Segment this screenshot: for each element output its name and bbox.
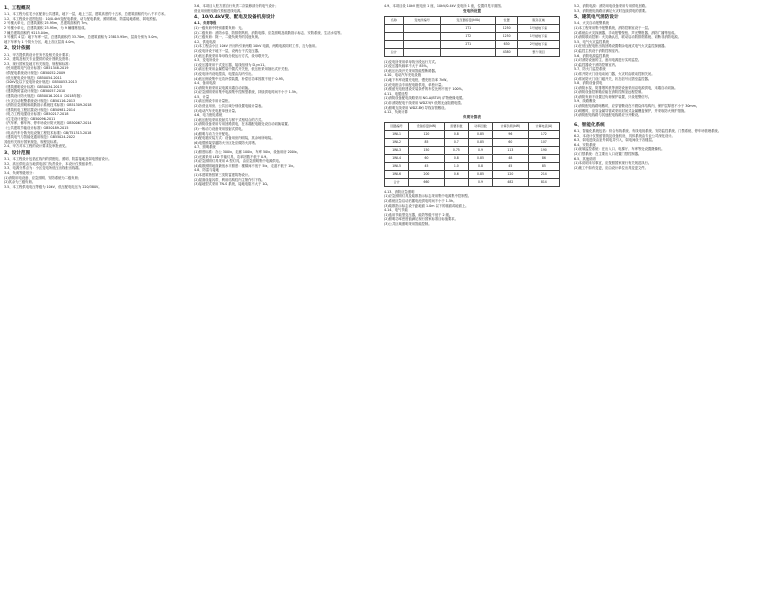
table-header-row [385, 16, 560, 24]
mid-item: (2)非消防配电干线采用 WDZ-YJY 低烟无卤阻燃电缆。 [384, 100, 464, 105]
paragraph: 营业用房配电箱仅预留进线电源。 [194, 8, 244, 13]
mid-item: (2)充电桩由专用配电箱供电，单独计量。 [384, 82, 445, 87]
table-header-cell: 回路编号 [385, 122, 409, 130]
column-1 [4, 4, 180, 189]
sec4-item: (4)疏散照明地面最低水平照度：楼梯间不低于 5lx，走道不低于 1lx。 [194, 163, 297, 168]
sec5-item: 5.8、消防设备供电 [574, 81, 603, 86]
sec4-item: (2)屋面设接闪带，利用结构柱内主筋作引下线。 [194, 177, 265, 182]
table-cell [403, 32, 441, 40]
table-row [385, 32, 560, 40]
paragraph: 3 号楼共 4 层：地下车库一层，总建筑面积约 33.70m，总建筑面积为 23815.95m，层高分别为 5.0m。 [4, 35, 161, 40]
table-cell: 48 [493, 154, 529, 162]
table-cell: 814 [528, 178, 559, 186]
sec4-item: (3)变电所内设电缆沟，电缆由沟内引出。 [194, 71, 255, 76]
sec4-item: (4)低压侧设集中无功补偿装置，补偿后功率因数不低于 0.95。 [194, 76, 287, 81]
sec6-item: 6.4、安防系统 [574, 142, 596, 147]
basis-item: 《20kV及以下变电所设计规范》GB50053-2013 [4, 80, 77, 85]
spacer [574, 118, 750, 121]
table-cell: 合计 [385, 178, 409, 186]
sec4-item: (1)变压器采用干式变压器，接线组别为 D,yn11。 [194, 62, 268, 67]
table-header-cell: 服务区域 [518, 16, 560, 24]
table-caption: 变电所设置 [463, 8, 481, 13]
sec4-item: (2)应急照明采用集中电源集中控制型系统，持续供电时间不小于 1.5h。 [194, 90, 300, 95]
paragraph: 地下车库为 1 个防火分区，地上各区层高 4.0m。 [4, 39, 78, 44]
table-cell: 172 [528, 130, 559, 138]
table-cell: 0.85 [468, 154, 492, 162]
sec4-item: (2)光源采用 LED 节能灯具，功率因数不低于 0.9。 [194, 154, 270, 159]
basis-item: 《消防应急照明和疏散指示系统技术标准》GB51309-2018 [4, 103, 92, 108]
paragraph: 2 号楼小单元，总建筑面积 23.95m，为 9 幢楼栋组成。 [4, 25, 88, 30]
basis-item: 《建筑设计防火规范》GB50016-2014（2018年版） [4, 93, 84, 98]
sec4-item: (6)电缆桥架穿越防火分区处应做防火封堵。 [194, 140, 259, 145]
heading-design-scope: 3、设计范围 [4, 151, 31, 157]
sec5-item: 5.4、火灾自动报警系统 [574, 21, 609, 26]
table-cell: 1WL4 [385, 154, 409, 162]
table-cell: 1250 [496, 24, 518, 32]
scope-item: 3.3、电源分界点为：小区变电所低压出线柜出线端。 [4, 166, 82, 171]
table-cell: 482 [493, 178, 529, 186]
mid-item: (3)低压出线开关采用智能型断路器。 [384, 68, 439, 73]
tail-item: 4.13、消防应急照明 [384, 189, 415, 194]
table-cell: 整个项目 [518, 48, 560, 56]
table-cell: 1WL6 [385, 170, 409, 178]
sec4-item: 4.2、供电电源 [194, 39, 216, 44]
table-cell: 190 [528, 146, 559, 154]
table-cell: 1WL1 [385, 130, 409, 138]
table-row [385, 154, 560, 162]
sec4-item: (3)低压系统采用单母线分段运行方式，设母联开关。 [194, 53, 272, 58]
sec6-item: 6.1、智能化系统包括：综合布线系统、有线电视系统、安防监控系统、门禁系统、停车场管理系统。 [574, 129, 722, 134]
sec4-item: 4.7、照明系统 [194, 145, 216, 150]
sec6-item: (2)门禁系统：在主要出入口设置门禁控制器。 [574, 152, 642, 157]
sec4-item: (1)消防负荷采用双电源末端自动切换。 [194, 85, 252, 90]
mid-item: 4.12、负荷计算 [384, 110, 408, 115]
table-cell: 1T2 [441, 32, 496, 40]
basis-item: 《供配电系统设计规范》GB50052-2009 [4, 70, 66, 75]
table-cell: 60 [493, 138, 529, 146]
subheading: 4.1、负荷等级 [194, 21, 217, 26]
sec4-item: 4.6、电力配电系统 [194, 113, 223, 118]
paragraph: 4.9、本项目设 10kV 配电房 1 座，10kV/0.4kV 变电所 1 座，位置详见平面图。 [384, 4, 504, 8]
table-cell: 0.9 [468, 146, 492, 154]
table-cell: 86 [528, 154, 559, 162]
sec4-item: (3)三级负荷：除一、二级负荷外的其他负荷。 [194, 35, 262, 40]
sec4-item: (2)二级负荷：消防水泵、防排烟风机、消防电梯、应急照明及疏散指示标志、安防系统、生活水泵等。 [194, 30, 344, 35]
basis-item: 《低压配电设计规范》GB50054-2011 [4, 75, 62, 80]
mid-item: (3)照明支线采用 WDZ-BYJ 导线穿管敷设。 [384, 105, 448, 110]
tail-item: (3)疏散指示标志设于距地面 1.0m 以下的墙面或地面上。 [384, 203, 469, 208]
table-cell: 0.8 [444, 130, 468, 138]
sec4-item: (1)低压配电采用放射式与树干式相结合的方式。 [194, 117, 265, 122]
table-cell: 0.6 [444, 170, 468, 178]
table-cell: 总计 [385, 48, 404, 56]
sec4-item: (2)高压柜采用金属铠装中置式开关柜，低压柜采用抽出式开关柜。 [194, 67, 291, 72]
table-cell: 1WL2 [385, 138, 409, 146]
sec6-item: 6.5、其他说明 [574, 156, 596, 161]
mid-item: (2)变压器负载率不大于 85%。 [384, 64, 431, 69]
mid-item: 4.11、电缆选型 [384, 91, 408, 96]
table-cell: 214 [528, 170, 559, 178]
basis-item: 《建筑物防雷设计规范》GB50057-2010 [4, 89, 66, 94]
sec5-item: (1)在低压配电柜出线回路设置剩余电流式电气火灾监控探测器。 [574, 44, 668, 49]
sec5-item: (2)系统由火灾探测器、手动报警按钮、声光警报器、消防广播等组成。 [574, 30, 678, 35]
table-cell: 0.9 [468, 178, 492, 186]
basis-item: 《建筑照明设计标准》GB50034-2013 [4, 84, 62, 89]
column-4 [574, 4, 750, 170]
sec5-item: (3)消防配电线路与其他配电线路应分开敷设。 [574, 113, 642, 118]
mid-item: (1)变电所采用单母线分段运行方式。 [384, 59, 439, 64]
table-cell: 1号楼地下室 [518, 24, 560, 32]
table-cell: 1.0 [444, 162, 468, 170]
basis-item: 2.4、甲方对本工程的设计要求及审批意见。 [4, 144, 69, 149]
mid-item: (1)地下车库设置充电桩，慢充桩功率 7kW。 [384, 77, 450, 82]
table-cell [385, 40, 404, 48]
basis-item: 2.2、建筑及相关专业提供的设计图纸及资料； [4, 57, 72, 62]
sec4-item: (1)一级负荷中特别重要负荷：无。 [194, 25, 245, 30]
paragraph: 2 号楼大单元，总建筑面积 25.95m，总建筑面积约 7m。 [4, 21, 90, 26]
paragraph: 5.2、消防电源：消防用电设备采用专用供电回路。 [574, 4, 649, 8]
tail-item: (2)系统应急启动后蓄电池供电时间不小于 1.5h。 [384, 198, 457, 203]
table-header-cell: 设备容量(kW) [409, 122, 445, 130]
mid-item: 4.10、电动汽车充电设施 [384, 73, 422, 78]
table-cell: 0.85 [468, 130, 492, 138]
table-cell: 1号楼地下室 [518, 32, 560, 40]
column-2 [194, 4, 370, 187]
basis-item: 《电力工程电缆设计标准》GB50217-2018 [4, 112, 69, 117]
table-header-cell: 名称 [385, 16, 404, 24]
table-cell: 1WL3 [385, 146, 409, 154]
table-header-cell: 变电所编号 [403, 16, 441, 24]
table-cell: 2号楼地下室 [518, 40, 560, 48]
table-cell: 120 [409, 130, 445, 138]
sec5-item: (2)消防设备控制箱应能在消防控制室远程控制。 [574, 90, 645, 95]
paragraph: 1.1、本工程为住宅小区配套公共建筑，地下一层，地上三层，建筑高度约十五米，总建筑面积约为八千平方米。 [4, 12, 168, 17]
table-cell: 1WL5 [385, 162, 409, 170]
basis-item: 《电动汽车分散充电设施工程技术标准》GB/T51313-2018 [4, 130, 92, 135]
sec4-item: (2)变电所设于地下一层，设两台干式变压器。 [194, 48, 262, 53]
table-cell: 0.7 [444, 138, 468, 146]
heading-design-basis: 2、设计依据 [4, 46, 31, 52]
table-cell [385, 24, 404, 32]
table-cell: 200 [409, 170, 445, 178]
heading-fire-protection: 5、建筑电气消防设计 [574, 15, 619, 21]
sec4-item: (4)照明与动力分开配电。 [194, 131, 232, 136]
sec4-item: (1)高压侧设专用计量柜。 [194, 99, 232, 104]
sec5-item: (3)消防负荷不设置过负荷保护装置，只设报警信号。 [574, 94, 652, 99]
table-cell [403, 40, 441, 48]
table-header-cell: 计算电流(A) [528, 122, 559, 130]
heading-intelligent-systems: 6、智能化系统 [574, 122, 605, 128]
table-cell: 107 [528, 138, 559, 146]
basis-item: 《建筑机电工程抗震设计规范》GB50981-2014 [4, 107, 76, 112]
sec6-item: (1)视频监控系统：在出入口、电梯厅、车库等处设置摄像机。 [574, 147, 665, 152]
table-row [385, 170, 560, 178]
sec5-item: 5.6、消防电源监控系统 [574, 53, 609, 58]
table-cell: 0.85 [468, 138, 492, 146]
table-cell: 0.75 [444, 146, 468, 154]
table-cell: 113 [493, 146, 529, 154]
basis-item: 《住宅设计规范》GB50096-2011 [4, 116, 56, 121]
sec4-item: 4.4、备用电源 [194, 81, 216, 86]
table-cell: 1250 [496, 32, 518, 40]
sec4-item: (1)照度标准：办公 300lx，走廊 100lx，车库 50lx，设备用房 200lx。 [194, 150, 301, 155]
table-row [385, 24, 560, 32]
sec6-item: 6.2、本设计仅预留管线及设备机房，具体系统由专业公司深化设计。 [574, 133, 675, 138]
table-cell: 2T1 [441, 40, 496, 48]
sec5-item: 5.5、电气火灾监控系统 [574, 39, 609, 44]
scope-item: 3.2、高压供电由当地供电部门负责设计，本设计仅预留条件。 [4, 161, 95, 166]
sec5-item: (1)消防配电线路暗敷时，应穿管敷设在不燃烧体结构内，保护层厚度不小于 30mm。 [574, 104, 700, 109]
tail-item: (1)应急照明灯具及疏散指示标志采用集中电源集中控制型。 [384, 194, 472, 199]
tail-item: (2)照明功率密度值满足现行国家标准目标值要求。 [384, 217, 458, 222]
sec4-item: (3)一般动力设备采用放射式供电。 [194, 127, 245, 132]
table-cell: 630 [496, 40, 518, 48]
table-row [385, 130, 560, 138]
sec5-item: (1)对消防设备的主、备用电源进行实时监控。 [574, 58, 642, 63]
sec5-item: 5.7、防火门监控系统 [574, 67, 606, 72]
sec4-item: 4.8、防雷与接地 [194, 168, 220, 173]
basis-item: 其他有关现行国家规范、规程及标准。 [4, 139, 61, 144]
table-caption: 负荷计算表 [463, 114, 481, 119]
table-cell: 4380 [496, 48, 518, 56]
sec5-item: (2)监控器设于消防控制室内。 [574, 62, 619, 67]
mid-item: (1)消防设备配电线路采用 NG-A(BTLY) 矿物绝缘电缆。 [384, 96, 466, 101]
paragraph: 3.6、本项目入驻方需自行负责二次装修部分的电气设计； [194, 4, 279, 8]
table-cell: 660 [409, 178, 445, 186]
sec4-item: (3)电动汽车充电桩单独计量。 [194, 108, 239, 113]
table-row [385, 178, 560, 186]
table-cell [444, 178, 468, 186]
table-header-cell: 功率因数 [468, 122, 492, 130]
table-cell: 120 [493, 170, 529, 178]
sec5-item: (3)消防联动控制：火灾确认后，联动启动防排烟系统、切断非消防电源。 [574, 35, 681, 40]
table-cell [403, 48, 441, 56]
sec4-item: (2)消防设备采用专用回路供电，在末端配电箱处设自动切换装置。 [194, 122, 291, 127]
table-row [385, 162, 560, 170]
basis-item: 《建筑电气与智能化通用规范》GB55024-2022 [4, 135, 76, 140]
basis-item: 2.1、甲方提供的设计任务书及相关设计要求； [4, 52, 72, 57]
sec5-item: (2)明敷时，应穿金属导管或采用封闭式金属槽盒保护，并采取防火保护措施。 [574, 108, 688, 113]
sec5-item: (1)常开防火门设电动闭门器，火灾时由联动控制关闭。 [574, 71, 655, 76]
heading-power-distribution: 4、10/0.4kV变、配电及设备机房设计 [194, 15, 276, 21]
basis-item: 《汽车库、修车库、停车场设计防火规范》GB50067-2014 [4, 121, 92, 126]
basis-item: 2.3、现行国家及地方有关规范、规程和标准： [4, 61, 72, 66]
table-cell: 85 [528, 162, 559, 170]
table-header-cell: 计算负荷(kW) [493, 122, 529, 130]
tail-item: (3)公共区域照明采用智能控制。 [384, 221, 432, 226]
table-header-cell: 需要系数 [444, 122, 468, 130]
table-cell: 0.8 [468, 162, 492, 170]
table-cell: 0.8 [444, 154, 468, 162]
sec4-item: (1)本工程由小区 10kV 开闭所引来两路 10kV 电源，两路电源同时工作，互为备用。 [194, 44, 319, 49]
table-row [385, 40, 560, 48]
mid-item: (3)预留充电桩建设安装条件的车位比例不低于 100%。 [384, 87, 466, 92]
paragraph: 1.2、本工程设计范围包括：10/0.4kV变配电系统、动力配电系统、照明系统、防雷接地系统、弱电预留。 [4, 16, 160, 21]
scope-item: (2)其余为三级负荷。 [4, 180, 36, 185]
scope-item: (1)消防用电设备、应急照明、安防系统为二级负荷； [4, 175, 82, 180]
table-cell [441, 48, 496, 56]
paragraph: 7 幢总建筑面积约 9215.04m。 [4, 30, 52, 35]
sec6-item: 6.3、弱电进线由室外弱电井引入，弱电间设于各楼层。 [574, 138, 656, 143]
table-header-row [385, 122, 560, 130]
basis-item: 《火灾自动报警系统设计规范》GB50116-2013 [4, 98, 76, 103]
table-cell: 1T1 [441, 24, 496, 32]
sec5-item: 5.9、线路敷设 [574, 99, 596, 104]
table-header-cell: 位置 [496, 16, 518, 24]
table-row [385, 48, 560, 56]
table-cell: 96 [493, 130, 529, 138]
scope-item: 3.5、本工程供电电压等级为 10kV，低压配电电压为 220/380V。 [4, 184, 102, 189]
paragraph: 5.3、消防配电线路应满足火灾时连续供电的需要。 [574, 8, 649, 13]
scope-item: 3.1、本工程设计包括红线内的供配电、照明、防雷接地及弱电预留设计。 [4, 157, 112, 162]
tail-item: 4.14、电气节能 [384, 208, 408, 213]
sec5-item: (1)消防水泵、防排烟风机等消防设备采用双电源供电，末端自动切换。 [574, 85, 678, 90]
substation-table [384, 16, 560, 57]
table-row [385, 146, 560, 154]
sec4-item: (2)各营业用房、公共区域分别设置电能计量表。 [194, 104, 265, 109]
scope-item: 3.4、负荷等级划分： [4, 171, 36, 176]
load-calculation-table [384, 122, 560, 187]
sec6-item: (1)本说明未尽事宜，应按照国家现行有关规范执行。 [574, 161, 652, 166]
sec5-item: (2)监控主机设于消防控制室内。 [574, 48, 622, 53]
sec4-item: 4.5、计量 [194, 94, 210, 99]
table-row [385, 138, 560, 146]
table-header-cell: 变压器容量(kVA) [441, 16, 496, 24]
sec5-item: (1)本工程采用集中报警系统，消防控制室设于一层。 [574, 25, 652, 30]
basis-item: 《公共建筑节能设计标准》GB50189-2015 [4, 126, 69, 131]
tail-item: (1)选用节能型变压器，能效等级不低于 2 级。 [384, 212, 453, 217]
sec4-item: (3)应急照明灯具采用 A 型灯具，由应急照明集中电源供电。 [194, 159, 283, 164]
table-cell: 150 [409, 146, 445, 154]
table-cell: 45 [409, 162, 445, 170]
table-cell: 0.85 [468, 170, 492, 178]
heading-project-overview: 1、工程概况 [4, 6, 31, 11]
sec5-item: (2)常闭防火门设门磁开关，状态信号反馈至监控器。 [574, 76, 652, 81]
sec4-item: 4.3、变电所设计 [194, 58, 220, 63]
sec4-item: (1)本建筑物按第三类防雷建筑物设计。 [194, 172, 252, 177]
sec4-item: (5)配电箱安装方式：设备用房内明装，其余场所暗装。 [194, 136, 275, 141]
table-cell [403, 24, 441, 32]
table-cell: 85 [409, 138, 445, 146]
basis-item: 《民用建筑电气设计标准》GB51348-2019 [4, 66, 69, 71]
table-cell: 60 [409, 154, 445, 162]
column-3 [384, 4, 560, 226]
table-cell: 45 [493, 162, 529, 170]
sec4-item: (3)接地型式采用 TN-S 系统，接地电阻不大于 1Ω。 [194, 182, 271, 187]
table-cell [385, 32, 404, 40]
sec6-item: (2)施工中如有变更，应由设计单位出具变更文件。 [574, 165, 648, 170]
